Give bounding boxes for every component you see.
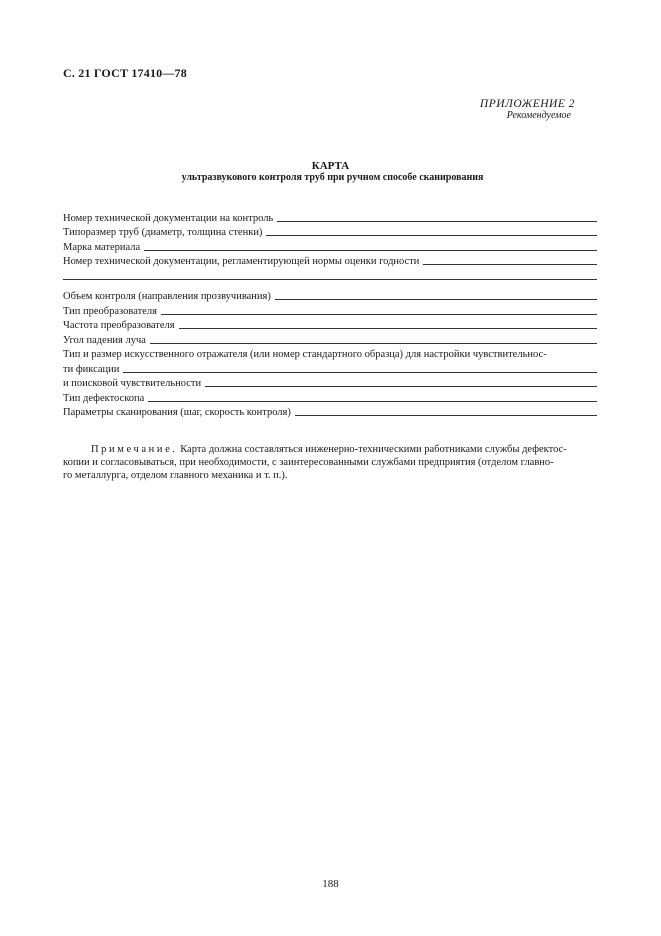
fill-line[interactable] <box>150 343 597 344</box>
form-row-transducer-freq <box>63 318 597 333</box>
note-text: Карта должна составляться инженерно-техническими работниками службы дефектос- <box>180 444 567 455</box>
form-label: Тип преобразователя <box>63 305 157 317</box>
form-label: Угол падения луча <box>63 334 146 346</box>
fill-line[interactable] <box>266 235 597 236</box>
card-title: КАРТА <box>311 160 350 172</box>
form-row-search-sens <box>63 376 597 391</box>
form-row-continuation <box>63 268 597 283</box>
form-row-volume <box>63 289 597 304</box>
inspection-form <box>63 210 597 419</box>
page-number: 188 <box>322 878 339 890</box>
fill-line[interactable] <box>423 264 597 265</box>
appendix-title: ПРИЛОЖЕНИЕ 2 <box>479 98 575 110</box>
form-row-regulation-doc <box>63 254 597 269</box>
form-label: и поисковой чувствительности <box>63 378 202 389</box>
form-label: Типоразмер труб (диаметр, толщина стенки) <box>63 227 263 238</box>
form-label: Номер технической документации на контроль <box>63 212 274 224</box>
form-row-scan-params <box>63 405 597 420</box>
fill-line[interactable] <box>63 279 597 280</box>
form-label: Номер технической документации, регламентирующей нормы оценки годности <box>63 256 420 267</box>
appendix-block <box>480 98 575 122</box>
document-header: С. 21 ГОСТ 17410—78 <box>63 66 187 80</box>
form-row-transducer-type <box>63 303 597 318</box>
note-label: Примечание. <box>91 444 178 455</box>
fill-line[interactable] <box>148 401 597 402</box>
form-row-beam-angle <box>63 332 597 347</box>
fill-line[interactable] <box>275 299 597 300</box>
fill-line[interactable] <box>144 250 597 251</box>
form-row-doc-number <box>63 210 597 225</box>
form-label: Параметры сканирования (шаг, скорость контроля) <box>63 407 291 418</box>
form-label: ти фиксации <box>63 363 120 375</box>
fill-line[interactable] <box>205 386 597 387</box>
form-row-reflector <box>63 347 597 362</box>
appendix-subtitle: Рекомендуемое <box>506 110 571 121</box>
fill-line[interactable] <box>295 415 597 416</box>
form-row-flaw-detector <box>63 390 597 405</box>
form-label: Тип и размер искусственного отражателя (или номер стандартного образца) для настройки чувствительнос- <box>63 349 547 360</box>
note-block <box>63 443 597 482</box>
note-line <box>63 443 597 456</box>
card-subtitle: ультразвукового контроля труб при ручном способе сканирования <box>181 172 484 183</box>
note-line: копии и согласовываться, при необходимости, с заинтересованными службами предприятия (отделом главно- <box>63 457 554 468</box>
fill-line[interactable] <box>161 314 597 315</box>
fill-line[interactable] <box>123 372 597 373</box>
note-line: го металлурга, отделом главного механика и т. п.). <box>63 470 288 481</box>
form-label: Объем контроля (направления прозвучивания) <box>63 291 271 302</box>
form-label: Тип дефектоскопа <box>63 392 145 404</box>
form-row-material <box>63 239 597 254</box>
form-label: Марка материала <box>63 241 141 253</box>
fill-line[interactable] <box>277 221 597 222</box>
form-row-reflector-cont <box>63 361 597 376</box>
form-row-pipe-size <box>63 225 597 240</box>
fill-line[interactable] <box>179 328 597 329</box>
form-label: Частота преобразователя <box>63 320 175 331</box>
card-title-block <box>0 160 661 184</box>
